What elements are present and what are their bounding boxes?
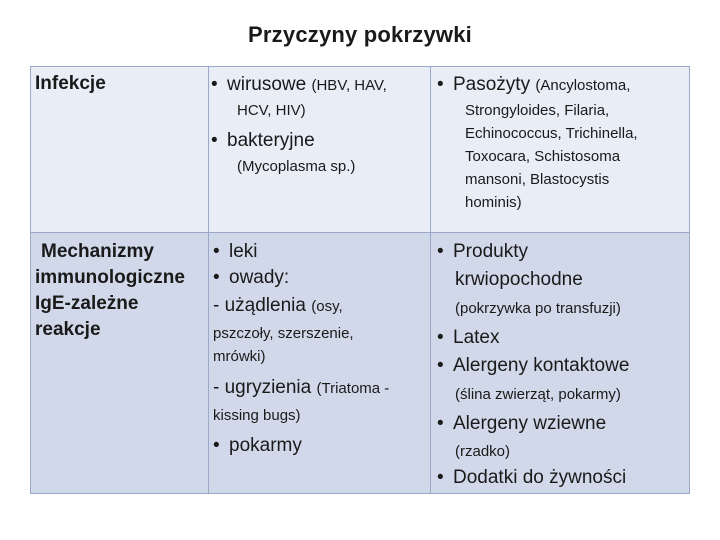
inhaled-allergens-detail: (rzadko) [455, 443, 511, 460]
list-item-contact-allergens: • Alergeny kontaktowe [437, 353, 629, 379]
bites-detail: kissing bugs) [213, 407, 301, 424]
bullet-icon: • [213, 241, 220, 262]
parasite-detail-line: Toxocara, Schistosoma [465, 148, 621, 165]
bullet-icon: • [211, 130, 218, 151]
parasite-detail-line: mansoni, Blastocystis [465, 171, 610, 188]
bullet-icon: • [211, 74, 218, 95]
bacterial-detail: (Mycoplasma sp.) [237, 158, 356, 175]
row-label-infections: Infekcje [35, 73, 106, 94]
row-label-line: reakcje [35, 319, 101, 340]
bullet-icon: • [437, 241, 444, 262]
parasite-detail-line: Echinococcus, Trichinella, [465, 125, 638, 142]
bullet-icon: • [213, 435, 220, 456]
contact-allergens-detail: (ślina zwierząt, pokarmy) [455, 386, 621, 403]
row-label-line: IgE-zależne [35, 293, 139, 314]
bullet-icon: • [437, 467, 444, 488]
list-item-insects: • owady: [213, 265, 289, 291]
infections-cell-right [431, 67, 689, 232]
ige-cell-left [209, 233, 431, 493]
list-item-food-additives: • Dodatki do żywności [437, 465, 626, 491]
infections-cell-left [209, 67, 431, 232]
list-item-stings: - użądlenia (osy, [213, 295, 343, 316]
list-item-bites: - ugryzienia (Triatoma - [213, 377, 390, 398]
bullet-icon: • [437, 74, 444, 95]
bullet-icon: • [437, 413, 444, 434]
row-header-cell [31, 67, 209, 232]
stings-detail: pszczoły, szerszenie, [213, 325, 354, 342]
list-item-inhaled-allergens: • Alergeny wziewne [437, 411, 606, 437]
blood-products-detail: (pokrzywka po transfuzji) [455, 300, 621, 317]
table-row-infections [31, 67, 689, 233]
list-item-drugs: • leki [213, 239, 258, 265]
ige-cell-right [431, 233, 689, 493]
causes-table [30, 66, 690, 494]
stings-detail: mrówki) [213, 348, 266, 365]
parasite-detail-line: hominis) [465, 194, 522, 211]
list-item-latex: • Latex [437, 325, 499, 351]
bullet-icon: • [437, 355, 444, 376]
viral-detail: HCV, HIV) [237, 102, 306, 119]
row-header-cell [31, 233, 209, 493]
list-item-food: • pokarmy [213, 433, 302, 459]
row-label-line: Mechanizmy [41, 241, 154, 262]
row-label-line: immunologiczne [35, 267, 185, 288]
blood-products-line: krwiopochodne [455, 269, 583, 290]
list-item-blood-products: • Produkty [437, 239, 528, 265]
bullet-icon: • [213, 267, 220, 288]
parasite-detail-line: Strongyloides, Filaria, [465, 102, 610, 119]
list-item-bacterial: • bakteryjne [211, 128, 315, 154]
bullet-icon: • [437, 327, 444, 348]
list-item-parasites: • Pasożyty (Ancylostoma, [437, 72, 630, 98]
list-item-viral: • wirusowe (HBV, HAV, [211, 72, 387, 98]
table-row-ige [31, 233, 689, 493]
slide-title: Przyczyny pokrzywki [248, 22, 472, 47]
